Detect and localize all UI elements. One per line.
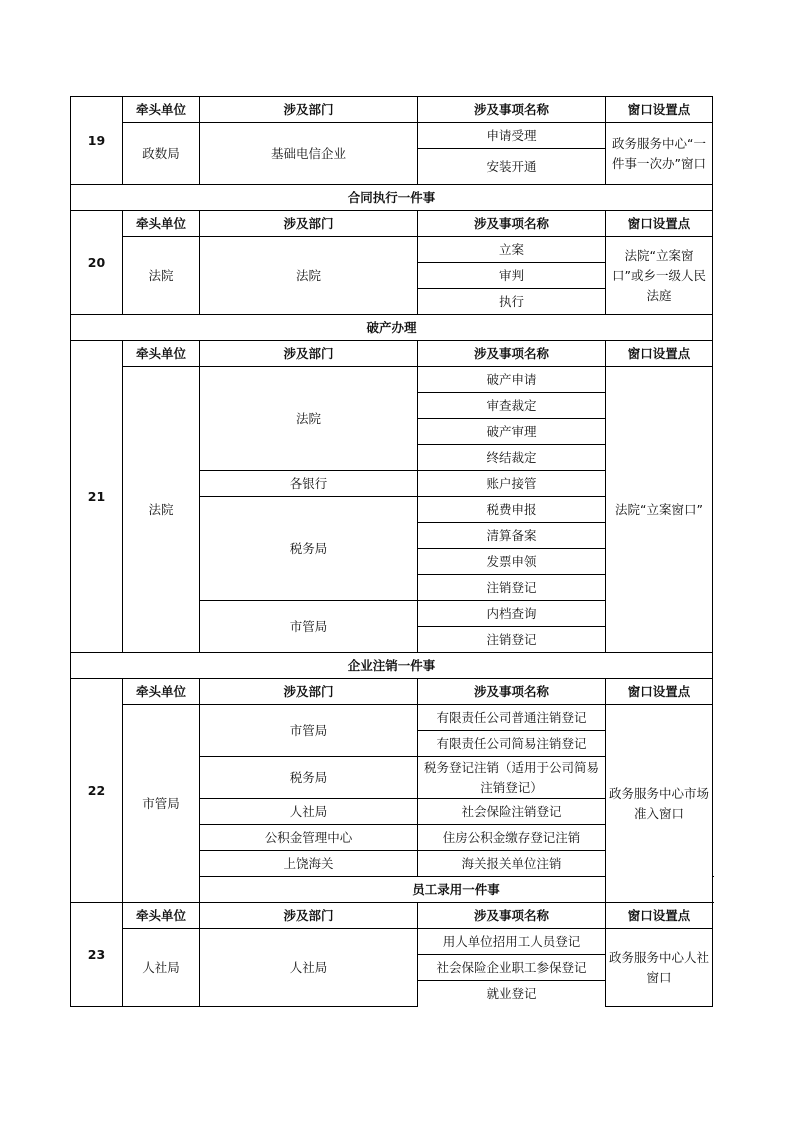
window-cell: 法院“立案窗口” — [606, 367, 713, 653]
dept-cell: 人社局 — [200, 799, 418, 825]
lead-unit: 人社局 — [123, 929, 200, 1007]
row-number: 22 — [71, 679, 123, 903]
item-header: 涉及事项名称 — [418, 903, 606, 929]
dept-cell: 上饶海关 — [200, 851, 418, 877]
window-header: 窗口设置点 — [606, 211, 713, 237]
dept-cell: 基础电信企业 — [200, 123, 418, 185]
window-cell: 政务服务中心人社窗口 — [606, 929, 713, 1007]
section-title: 破产办理 — [71, 315, 713, 341]
lead-header: 牵头单位 — [123, 903, 200, 929]
item-cell: 有限责任公司简易注销登记 — [418, 731, 606, 757]
item-cell: 用人单位招用工人员登记 — [418, 929, 606, 955]
dept-cell: 市管局 — [200, 705, 418, 757]
window-header: 窗口设置点 — [606, 903, 713, 929]
item-header: 涉及事项名称 — [418, 341, 606, 367]
section-row — [71, 185, 713, 211]
item-cell: 税费申报 — [418, 497, 606, 523]
item-cell: 住房公积金缴存登记注销 — [418, 825, 606, 851]
lead-unit: 法院 — [123, 367, 200, 653]
item-cell: 清算备案 — [418, 523, 606, 549]
dept-cell: 人社局 — [200, 929, 418, 1007]
lead-unit: 法院 — [123, 237, 200, 315]
row-number: 21 — [71, 341, 123, 653]
row-number: 20 — [71, 211, 123, 315]
item-cell: 发票申领 — [418, 549, 606, 575]
item-cell: 海关报关单位注销 — [418, 851, 606, 877]
item-cell: 审判 — [418, 263, 606, 289]
item-cell: 内档查询 — [418, 601, 606, 627]
section-title: 企业注销一件事 — [71, 653, 713, 679]
item-cell: 社会保险注销登记 — [418, 799, 606, 825]
matters-table — [70, 96, 713, 1007]
lead-header: 牵头单位 — [123, 341, 200, 367]
dept-cell: 税务局 — [200, 497, 418, 601]
window-cell: 政务服务中心“一件事一次办”窗口 — [606, 123, 713, 185]
item-cell: 安装开通 — [418, 149, 606, 185]
dept-header: 涉及部门 — [200, 341, 418, 367]
item-header: 涉及事项名称 — [418, 97, 606, 123]
section-title: 合同执行一件事 — [71, 185, 713, 211]
item-cell: 就业登记 — [418, 981, 606, 1007]
window-header: 窗口设置点 — [606, 97, 713, 123]
item-cell: 破产审理 — [418, 419, 606, 445]
dept-header: 涉及部门 — [200, 97, 418, 123]
item-cell: 终结裁定 — [418, 445, 606, 471]
dept-cell: 法院 — [200, 237, 418, 315]
item-header: 涉及事项名称 — [418, 679, 606, 705]
dept-cell: 法院 — [200, 367, 418, 471]
item-cell: 立案 — [418, 237, 606, 263]
lead-unit: 政数局 — [123, 123, 200, 185]
dept-header: 涉及部门 — [200, 903, 418, 929]
dept-cell: 市管局 — [200, 601, 418, 653]
item-cell: 注销登记 — [418, 627, 606, 653]
lead-header: 牵头单位 — [123, 211, 200, 237]
item-cell: 审查裁定 — [418, 393, 606, 419]
row-number: 23 — [71, 903, 123, 1007]
dept-cell: 税务局 — [200, 757, 418, 799]
item-cell: 账户接管 — [418, 471, 606, 497]
item-cell: 执行 — [418, 289, 606, 315]
window-header: 窗口设置点 — [606, 679, 713, 705]
item-cell: 税务登记注销（适用于公司简易注销登记） — [418, 757, 606, 799]
lead-header: 牵头单位 — [123, 97, 200, 123]
item-cell: 破产申请 — [418, 367, 606, 393]
dept-header: 涉及部门 — [200, 679, 418, 705]
item-cell: 社会保险企业职工参保登记 — [418, 955, 606, 981]
item-header: 涉及事项名称 — [418, 211, 606, 237]
window-cell: 政务服务中心市场准入窗口 — [606, 705, 713, 903]
dept-cell: 各银行 — [200, 471, 418, 497]
section-title: 员工录用一件事 — [200, 877, 713, 903]
dept-header: 涉及部门 — [200, 211, 418, 237]
item-cell: 注销登记 — [418, 575, 606, 601]
item-cell: 申请受理 — [418, 123, 606, 149]
item-cell: 有限责任公司普通注销登记 — [418, 705, 606, 731]
lead-header: 牵头单位 — [123, 679, 200, 705]
header-row — [71, 97, 713, 123]
window-header: 窗口设置点 — [606, 341, 713, 367]
window-cell: 法院“立案窗口”或乡一级人民法庭 — [606, 237, 713, 315]
lead-unit: 市管局 — [123, 705, 200, 903]
row-number: 19 — [71, 97, 123, 185]
dept-cell: 公积金管理中心 — [200, 825, 418, 851]
